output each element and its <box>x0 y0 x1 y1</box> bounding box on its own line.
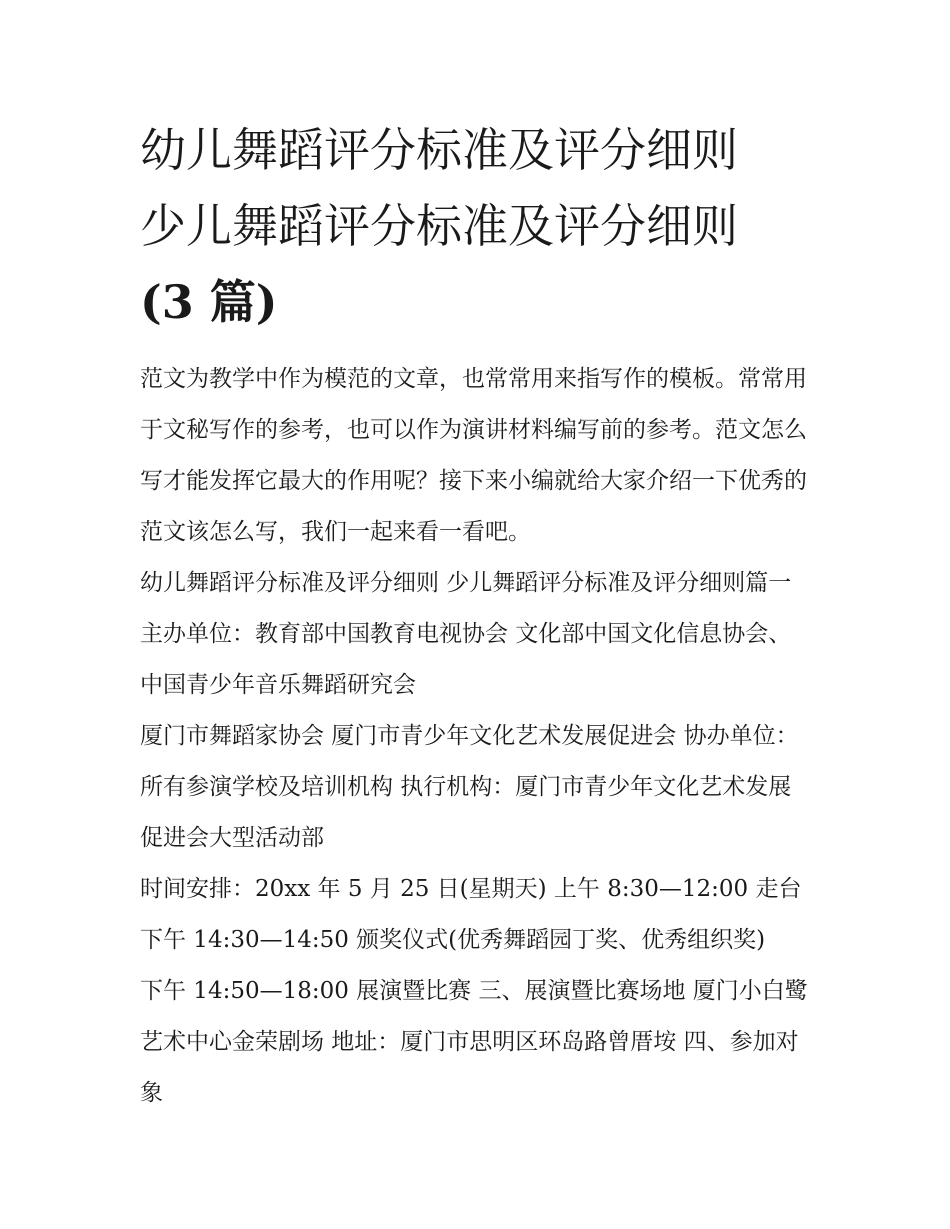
title-line-3: (3 篇) <box>140 275 278 329</box>
paragraph-co-organizers: 厦门市舞蹈家协会 厦门市青少年文化艺术发展促进会 协办单位：所有参演学校及培训机构 执行机构：厦门市青少年文化艺术发展促进会大型活动部 <box>140 723 799 851</box>
title-line-2: 少儿舞蹈评分标准及评分细则 <box>140 199 738 253</box>
paragraph-venue: 下午 14:50—18:00 展演暨比赛 三、展演暨比赛场地 厦门小白鹭艺术中心金荣剧场 地址：厦门市思明区环岛路曾厝垵 四、参加对象 <box>140 978 808 1106</box>
document-page <box>140 112 812 1119</box>
paragraph-schedule: 时间安排：20xx 年 5 月 25 日(星期天) 上午 8:30—12:00 走台 下午 14:30—14:50 颁奖仪式(优秀舞蹈园丁奖、优秀组织奖) <box>140 876 802 953</box>
document-title <box>140 112 812 340</box>
paragraph-intro: 范文为教学中作为模范的文章，也常常用来指写作的模板。常常用于文秘写作的参考，也可以作为演讲材料编写前的参考。范文怎么写才能发挥它最大的作用呢？接下来小编就给大家介绍一下优秀的范文该怎么写，我们一起来看一看吧。 <box>140 366 807 545</box>
title-line-1: 幼儿舞蹈评分标准及评分细则 <box>140 123 738 177</box>
paragraph-organizers: 幼儿舞蹈评分标准及评分细则 少儿舞蹈评分标准及评分细则篇一 主办单位：教育部中国教育电视协会 文化部中国文化信息协会、 中国青少年音乐舞蹈研究会 <box>140 570 792 698</box>
